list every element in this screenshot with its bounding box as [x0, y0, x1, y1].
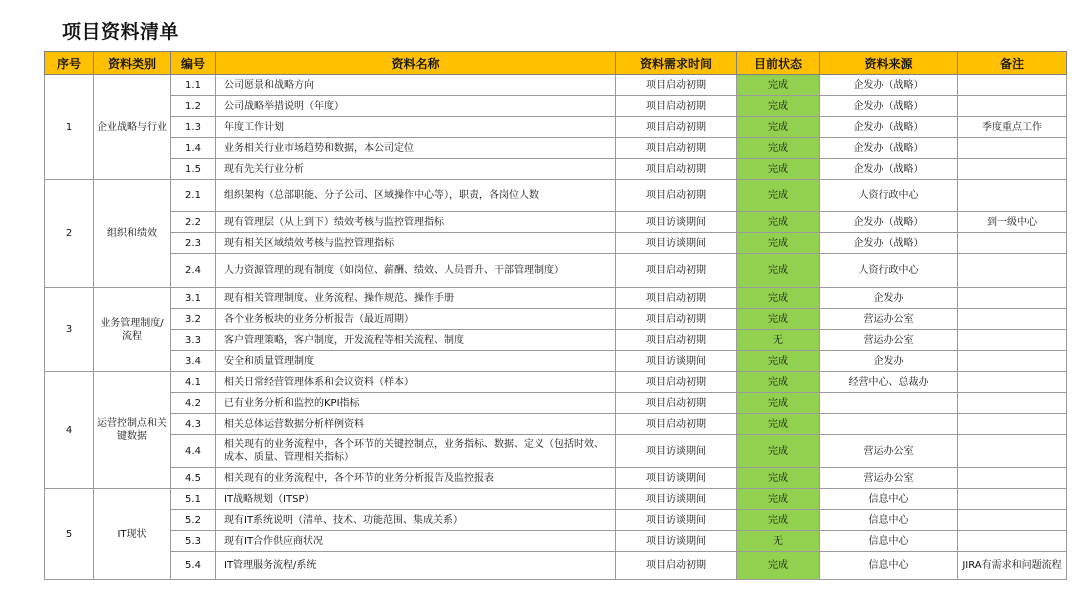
row-note [958, 330, 1067, 351]
row-id: 3.3 [171, 330, 216, 351]
row-source: 企发办 [820, 351, 958, 372]
row-status: 完成 [737, 468, 820, 489]
group-seq: 2 [45, 180, 94, 288]
row-time: 项目访谈期间 [616, 510, 737, 531]
row-source: 企发办（战略） [820, 138, 958, 159]
row-id: 3.1 [171, 288, 216, 309]
row-status: 完成 [737, 372, 820, 393]
row-source: 信息中心 [820, 510, 958, 531]
table-row [45, 372, 1067, 393]
row-note [958, 75, 1067, 96]
table-row [45, 159, 1067, 180]
row-source: 信息中心 [820, 552, 958, 580]
row-status: 无 [737, 330, 820, 351]
row-name: 相关现有的业务流程中，各个环节的业务分析报告及监控报表 [216, 468, 616, 489]
row-status: 完成 [737, 393, 820, 414]
header-status: 目前状态 [737, 52, 820, 75]
group-seq: 5 [45, 489, 94, 580]
row-name: 现有相关管理制度、业务流程、操作规范、操作手册 [216, 288, 616, 309]
row-note: JIRA有需求和问题流程 [958, 552, 1067, 580]
row-id: 4.3 [171, 414, 216, 435]
header-name: 资料名称 [216, 52, 616, 75]
row-id: 1.2 [171, 96, 216, 117]
row-name: IT战略规划（ITSP） [216, 489, 616, 510]
row-status: 无 [737, 531, 820, 552]
row-name: 安全和质量管理制度 [216, 351, 616, 372]
row-time: 项目启动初期 [616, 288, 737, 309]
row-source: 企发办（战略） [820, 212, 958, 233]
row-name: 现有IT合作供应商状况 [216, 531, 616, 552]
row-status: 完成 [737, 159, 820, 180]
table-row [45, 330, 1067, 351]
table-row [45, 138, 1067, 159]
row-note [958, 96, 1067, 117]
table-row [45, 75, 1067, 96]
table-row [45, 351, 1067, 372]
row-name: 业务相关行业市场趋势和数据，本公司定位 [216, 138, 616, 159]
materials-table [44, 51, 1067, 580]
header-time: 资料需求时间 [616, 52, 737, 75]
row-id: 1.5 [171, 159, 216, 180]
row-source: 人资行政中心 [820, 180, 958, 212]
row-name: 公司愿景和战略方向 [216, 75, 616, 96]
table-row [45, 233, 1067, 254]
row-note [958, 414, 1067, 435]
row-id: 4.1 [171, 372, 216, 393]
row-id: 5.1 [171, 489, 216, 510]
row-note [958, 180, 1067, 212]
table-row [45, 489, 1067, 510]
row-time: 项目启动初期 [616, 180, 737, 212]
table-row [45, 414, 1067, 435]
row-note [958, 393, 1067, 414]
row-name: 相关现有的业务流程中，各个环节的关键控制点，业务指标、数据、定义（包括时效、成本、质量、管理相关指标） [216, 435, 616, 468]
row-id: 4.4 [171, 435, 216, 468]
row-id: 5.2 [171, 510, 216, 531]
row-source [820, 414, 958, 435]
row-time: 项目启动初期 [616, 330, 737, 351]
group-category: 组织和绩效 [94, 180, 171, 288]
row-time: 项目访谈期间 [616, 351, 737, 372]
row-time: 项目访谈期间 [616, 489, 737, 510]
row-note [958, 159, 1067, 180]
row-id: 3.2 [171, 309, 216, 330]
row-source: 企发办（战略） [820, 96, 958, 117]
row-source: 营运办公室 [820, 330, 958, 351]
row-time: 项目启动初期 [616, 372, 737, 393]
row-status: 完成 [737, 288, 820, 309]
row-name: 现有先关行业分析 [216, 159, 616, 180]
row-id: 2.2 [171, 212, 216, 233]
row-name: 已有业务分析和监控的KPI指标 [216, 393, 616, 414]
row-time: 项目启动初期 [616, 552, 737, 580]
row-status: 完成 [737, 552, 820, 580]
row-time: 项目启动初期 [616, 159, 737, 180]
row-source: 企发办（战略） [820, 159, 958, 180]
row-name: 客户管理策略，客户制度，开发流程等相关流程、制度 [216, 330, 616, 351]
table-row [45, 288, 1067, 309]
row-time: 项目启动初期 [616, 309, 737, 330]
row-source: 企发办（战略） [820, 117, 958, 138]
row-note [958, 233, 1067, 254]
table-row [45, 510, 1067, 531]
group-category: 运营控制点和关键数据 [94, 372, 171, 489]
row-time: 项目启动初期 [616, 393, 737, 414]
header-id: 编号 [171, 52, 216, 75]
header-source: 资料来源 [820, 52, 958, 75]
row-note [958, 138, 1067, 159]
header-note: 备注 [958, 52, 1067, 75]
row-status: 完成 [737, 489, 820, 510]
row-name: 公司战略举措说明（年度） [216, 96, 616, 117]
group-category: IT现状 [94, 489, 171, 580]
row-id: 5.4 [171, 552, 216, 580]
row-note [958, 372, 1067, 393]
row-status: 完成 [737, 309, 820, 330]
row-time: 项目访谈期间 [616, 531, 737, 552]
group-category: 业务管理制度/流程 [94, 288, 171, 372]
row-id: 4.5 [171, 468, 216, 489]
row-time: 项目启动初期 [616, 96, 737, 117]
table-row [45, 254, 1067, 288]
row-note [958, 489, 1067, 510]
row-status: 完成 [737, 75, 820, 96]
table-row [45, 117, 1067, 138]
row-name: 人力资源管理的现有制度（如岗位、薪酬、绩效、人员晋升、干部管理制度） [216, 254, 616, 288]
row-source: 企发办（战略） [820, 75, 958, 96]
row-name: 相关日常经营管理体系和会议资料（样本） [216, 372, 616, 393]
row-source: 经营中心、总裁办 [820, 372, 958, 393]
row-name: 现有相关区域绩效考核与监控管理指标 [216, 233, 616, 254]
table-row [45, 552, 1067, 580]
group-seq: 4 [45, 372, 94, 489]
group-seq: 3 [45, 288, 94, 372]
row-id: 5.3 [171, 531, 216, 552]
row-status: 完成 [737, 117, 820, 138]
row-name: 组织架构（总部职能、分子公司、区域操作中心等），职责，各岗位人数 [216, 180, 616, 212]
row-source [820, 393, 958, 414]
row-name: 现有管理层（从上到下）绩效考核与监控管理指标 [216, 212, 616, 233]
row-status: 完成 [737, 254, 820, 288]
row-status: 完成 [737, 212, 820, 233]
row-note: 季度重点工作 [958, 117, 1067, 138]
row-id: 2.4 [171, 254, 216, 288]
row-name: 年度工作计划 [216, 117, 616, 138]
table-row [45, 531, 1067, 552]
group-category: 企业战略与行业 [94, 75, 171, 180]
row-time: 项目访谈期间 [616, 212, 737, 233]
row-note [958, 531, 1067, 552]
row-id: 1.3 [171, 117, 216, 138]
header-row [45, 52, 1067, 75]
row-time: 项目启动初期 [616, 117, 737, 138]
table-row [45, 435, 1067, 468]
row-time: 项目访谈期间 [616, 468, 737, 489]
row-id: 3.4 [171, 351, 216, 372]
row-status: 完成 [737, 435, 820, 468]
row-source: 营运办公室 [820, 468, 958, 489]
row-note [958, 254, 1067, 288]
row-id: 1.1 [171, 75, 216, 96]
row-id: 2.3 [171, 233, 216, 254]
row-status: 完成 [737, 510, 820, 531]
header-category: 资料类别 [94, 52, 171, 75]
row-name: IT管理服务流程/系统 [216, 552, 616, 580]
row-note [958, 468, 1067, 489]
row-source: 信息中心 [820, 489, 958, 510]
row-source: 企发办（战略） [820, 233, 958, 254]
row-source: 营运办公室 [820, 309, 958, 330]
row-status: 完成 [737, 233, 820, 254]
table-row [45, 309, 1067, 330]
row-note: 到一级中心 [958, 212, 1067, 233]
row-note [958, 510, 1067, 531]
row-time: 项目访谈期间 [616, 233, 737, 254]
row-name: 现有IT系统说明（清单、技术、功能范围、集成关系） [216, 510, 616, 531]
row-status: 完成 [737, 414, 820, 435]
row-status: 完成 [737, 180, 820, 212]
header-seq: 序号 [45, 52, 94, 75]
table-row [45, 468, 1067, 489]
row-source: 人资行政中心 [820, 254, 958, 288]
row-status: 完成 [737, 96, 820, 117]
row-name: 各个业务板块的业务分析报告（最近周期） [216, 309, 616, 330]
row-name: 相关总体运营数据分析样例资料 [216, 414, 616, 435]
row-id: 2.1 [171, 180, 216, 212]
row-note [958, 309, 1067, 330]
row-note [958, 351, 1067, 372]
table-row [45, 393, 1067, 414]
page-title: 项目资料清单 [62, 21, 180, 43]
row-id: 1.4 [171, 138, 216, 159]
row-status: 完成 [737, 138, 820, 159]
row-status: 完成 [737, 351, 820, 372]
row-source: 企发办 [820, 288, 958, 309]
group-seq: 1 [45, 75, 94, 180]
row-note [958, 288, 1067, 309]
table-row [45, 180, 1067, 212]
row-time: 项目启动初期 [616, 254, 737, 288]
table-row [45, 96, 1067, 117]
row-time: 项目启动初期 [616, 414, 737, 435]
table-row [45, 212, 1067, 233]
row-time: 项目访谈期间 [616, 435, 737, 468]
row-id: 4.2 [171, 393, 216, 414]
row-source: 营运办公室 [820, 435, 958, 468]
row-time: 项目启动初期 [616, 75, 737, 96]
row-source: 信息中心 [820, 531, 958, 552]
row-note [958, 435, 1067, 468]
row-time: 项目启动初期 [616, 138, 737, 159]
